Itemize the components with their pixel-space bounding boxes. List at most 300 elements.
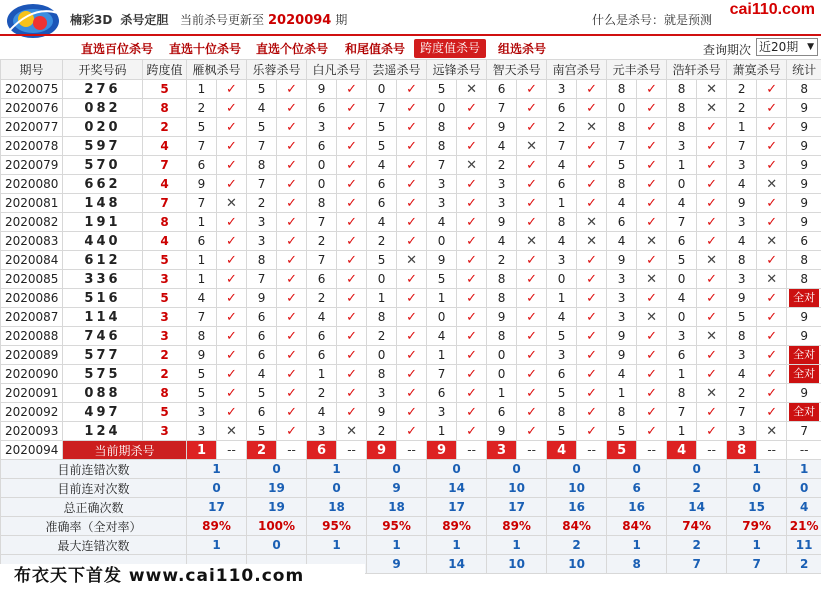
kill-pick-cell: 4 <box>247 99 277 118</box>
kill-pick-cell: 7 <box>727 137 757 156</box>
kill-pick-cell: 3 <box>187 422 217 441</box>
check-icon: ✓ <box>397 384 427 403</box>
check-icon: ✓ <box>457 118 487 137</box>
span-value-cell: 8 <box>143 384 187 403</box>
summary-value: 1 <box>487 536 547 555</box>
kill-pick-cell: 1 <box>667 422 697 441</box>
kill-pick-cell: 8 <box>427 137 457 156</box>
draw-number-cell: 336 <box>63 270 143 289</box>
site-url[interactable]: cai110.com <box>727 1 818 19</box>
check-icon: ✓ <box>457 365 487 384</box>
kill-pick-cell: 5 <box>367 118 397 137</box>
summary-value: 17 <box>187 498 247 517</box>
summary-value: 10 <box>487 555 547 574</box>
kill-pick-cell: 3 <box>547 80 577 99</box>
draw-number-cell: 575 <box>63 365 143 384</box>
check-icon: ✓ <box>277 384 307 403</box>
kill-pick-cell: 0 <box>547 270 577 289</box>
period-cell: 2020087 <box>1 308 63 327</box>
kill-pick-cell: 6 <box>247 403 277 422</box>
period-cell: 2020093 <box>1 422 63 441</box>
summary-value: 14 <box>667 498 727 517</box>
span-value-cell: 4 <box>143 175 187 194</box>
table-row <box>1 232 821 251</box>
draw-number-cell: 662 <box>63 175 143 194</box>
check-icon: ✓ <box>277 270 307 289</box>
check-icon: ✓ <box>337 156 367 175</box>
check-icon: ✓ <box>577 99 607 118</box>
header <box>0 0 821 36</box>
summary-value: 17 <box>427 498 487 517</box>
summary-value: 18 <box>367 498 427 517</box>
summary-value: 1 <box>187 460 247 479</box>
check-icon: ✓ <box>757 137 787 156</box>
all-correct-badge: 全对 <box>789 289 819 307</box>
kill-pick-cell: 7 <box>427 156 457 175</box>
check-icon: ✓ <box>637 403 667 422</box>
kill-pick-cell: 6 <box>547 365 577 384</box>
check-icon: ✓ <box>337 403 367 422</box>
span-value-cell: 5 <box>143 403 187 422</box>
kill-pick-cell: 1 <box>547 289 577 308</box>
kill-pick-cell: 0 <box>607 99 637 118</box>
check-icon: ✓ <box>217 156 247 175</box>
check-icon: ✓ <box>457 422 487 441</box>
kill-pick-cell: 8 <box>667 118 697 137</box>
check-icon: ✓ <box>697 194 727 213</box>
summary-value: 0 <box>247 536 307 555</box>
check-icon: ✓ <box>637 422 667 441</box>
period-cell: 2020085 <box>1 270 63 289</box>
column-header: 开奖号码 <box>63 60 143 80</box>
kill-pick-cell: 6 <box>187 232 217 251</box>
check-icon: ✓ <box>517 156 547 175</box>
kill-pick-cell: 0 <box>667 270 697 289</box>
kill-pick-cell: 8 <box>607 403 637 422</box>
period-cell: 2020083 <box>1 232 63 251</box>
summary-value: 10 <box>487 479 547 498</box>
kill-pick-cell: 7 <box>247 137 277 156</box>
kill-pick-cell: 6 <box>247 308 277 327</box>
kill-pick-cell: 6 <box>667 232 697 251</box>
current-kill-number: 3 <box>487 441 517 460</box>
tab-span-kill[interactable]: 跨度值杀号 <box>414 39 486 58</box>
check-icon: ✓ <box>517 346 547 365</box>
check-icon: ✓ <box>637 365 667 384</box>
period-cell: 2020078 <box>1 137 63 156</box>
span-value-cell: 4 <box>143 232 187 251</box>
kill-pick-cell: 6 <box>307 270 337 289</box>
check-icon: ✓ <box>277 308 307 327</box>
check-icon: ✓ <box>577 194 607 213</box>
current-kill-dash: -- <box>397 441 427 460</box>
check-icon: ✓ <box>277 194 307 213</box>
kill-pick-cell: 4 <box>667 289 697 308</box>
check-icon: ✓ <box>637 118 667 137</box>
kill-pick-cell: 8 <box>487 289 517 308</box>
check-icon: ✓ <box>217 118 247 137</box>
summary-value: 7 <box>667 555 727 574</box>
check-icon: ✓ <box>757 156 787 175</box>
current-kill-number: 9 <box>427 441 457 460</box>
check-icon: ✓ <box>697 289 727 308</box>
check-icon: ✓ <box>517 289 547 308</box>
table-row <box>1 403 821 422</box>
summary-stat: 4 <box>787 498 821 517</box>
check-icon: ✓ <box>517 251 547 270</box>
check-icon: ✓ <box>757 118 787 137</box>
query-period-select[interactable] <box>756 38 818 56</box>
check-icon: ✓ <box>577 137 607 156</box>
check-icon: ✓ <box>337 365 367 384</box>
stat-cell: 8 <box>787 80 821 99</box>
kill-pick-cell: 3 <box>727 346 757 365</box>
draw-number-cell: 746 <box>63 327 143 346</box>
summary-value: 0 <box>427 460 487 479</box>
kill-pick-cell: 3 <box>247 213 277 232</box>
kill-pick-cell: 8 <box>667 80 697 99</box>
summary-value: 79% <box>727 517 787 536</box>
check-icon: ✓ <box>397 346 427 365</box>
check-icon: ✓ <box>577 251 607 270</box>
current-kill-dash: -- <box>697 441 727 460</box>
summary-value: 2 <box>547 536 607 555</box>
period-cell: 2020089 <box>1 346 63 365</box>
check-icon: ✓ <box>697 156 727 175</box>
kill-pick-cell: 6 <box>547 99 577 118</box>
summary-value: 95% <box>367 517 427 536</box>
kill-pick-cell: 7 <box>607 137 637 156</box>
summary-value: 10 <box>547 479 607 498</box>
current-kill-dash: -- <box>457 441 487 460</box>
check-icon: ✓ <box>577 384 607 403</box>
kill-pick-cell: 6 <box>487 80 517 99</box>
check-icon: ✓ <box>337 289 367 308</box>
cross-icon: ✕ <box>637 270 667 289</box>
kill-pick-cell: 3 <box>367 384 397 403</box>
cross-icon: ✕ <box>697 327 727 346</box>
check-icon: ✓ <box>577 422 607 441</box>
check-icon: ✓ <box>337 99 367 118</box>
kill-pick-cell: 5 <box>547 384 577 403</box>
check-icon: ✓ <box>697 232 727 251</box>
check-icon: ✓ <box>637 137 667 156</box>
kill-pick-cell: 1 <box>667 365 697 384</box>
cross-icon: ✕ <box>757 232 787 251</box>
check-icon: ✓ <box>337 213 367 232</box>
check-icon: ✓ <box>457 194 487 213</box>
check-icon: ✓ <box>277 346 307 365</box>
stat-cell: 6 <box>787 232 821 251</box>
tab-hundreds-kill[interactable]: 直选百位杀号 <box>81 42 154 56</box>
check-icon: ✓ <box>637 175 667 194</box>
span-value-cell: 3 <box>143 308 187 327</box>
draw-number-cell: 570 <box>63 156 143 175</box>
kill-pick-cell: 5 <box>247 384 277 403</box>
kill-pick-cell: 5 <box>427 270 457 289</box>
period-cell: 2020077 <box>1 118 63 137</box>
check-icon: ✓ <box>517 213 547 232</box>
kill-pick-cell: 4 <box>307 403 337 422</box>
check-icon: ✓ <box>217 346 247 365</box>
kill-pick-cell: 8 <box>487 270 517 289</box>
check-icon: ✓ <box>277 403 307 422</box>
table-row <box>1 175 821 194</box>
column-header: 远锋杀号 <box>427 60 487 80</box>
kill-pick-cell: 4 <box>187 289 217 308</box>
kill-pick-cell: 9 <box>187 346 217 365</box>
check-icon: ✓ <box>577 403 607 422</box>
kill-pick-cell: 7 <box>187 308 217 327</box>
kill-pick-cell: 0 <box>427 99 457 118</box>
table-row <box>1 270 821 289</box>
column-header: 统计 <box>787 60 821 80</box>
check-icon: ✓ <box>577 289 607 308</box>
check-icon: ✓ <box>397 289 427 308</box>
check-icon: ✓ <box>457 289 487 308</box>
check-icon: ✓ <box>217 403 247 422</box>
check-icon: ✓ <box>697 118 727 137</box>
cross-icon: ✕ <box>697 99 727 118</box>
check-icon: ✓ <box>397 422 427 441</box>
kill-pick-cell: 1 <box>547 194 577 213</box>
kill-pick-cell: 8 <box>547 403 577 422</box>
kill-pick-cell: 8 <box>607 118 637 137</box>
summary-value: 8 <box>607 555 667 574</box>
check-icon: ✓ <box>337 270 367 289</box>
kill-pick-cell: 7 <box>187 194 217 213</box>
check-icon: ✓ <box>277 99 307 118</box>
cross-icon: ✕ <box>577 232 607 251</box>
stat-cell: 8 <box>787 251 821 270</box>
kill-pick-cell: 7 <box>307 251 337 270</box>
kill-pick-cell: 0 <box>487 346 517 365</box>
kill-pick-cell: 9 <box>487 118 517 137</box>
summary-value: 14 <box>427 555 487 574</box>
tab-units-kill[interactable]: 直选个位杀号 <box>256 42 329 56</box>
summary-value: 1 <box>427 536 487 555</box>
summary-value: 10 <box>547 555 607 574</box>
app-title <box>70 11 168 28</box>
kill-pick-cell: 5 <box>427 80 457 99</box>
kill-pick-cell: 0 <box>427 308 457 327</box>
kill-pick-cell: 9 <box>607 251 637 270</box>
summary-value: 9 <box>367 479 427 498</box>
check-icon: ✓ <box>457 99 487 118</box>
kill-pick-cell: 3 <box>667 327 697 346</box>
kill-pick-cell: 2 <box>367 327 397 346</box>
check-icon: ✓ <box>757 346 787 365</box>
check-icon: ✓ <box>697 365 727 384</box>
cross-icon: ✕ <box>637 232 667 251</box>
query-label: 查询期次 <box>703 43 752 57</box>
column-header: 跨度值 <box>143 60 187 80</box>
tab-group-kill[interactable]: 组选杀号 <box>498 42 547 56</box>
kill-pick-cell: 1 <box>187 80 217 99</box>
kill-pick-cell: 6 <box>247 327 277 346</box>
check-icon: ✓ <box>337 327 367 346</box>
stat-cell <box>787 289 821 308</box>
check-icon: ✓ <box>577 80 607 99</box>
summary-value: 19 <box>247 498 307 517</box>
span-value-cell: 3 <box>143 270 187 289</box>
check-icon: ✓ <box>277 327 307 346</box>
kill-pick-cell: 8 <box>487 327 517 346</box>
current-kill-number: 8 <box>727 441 757 460</box>
kill-pick-cell: 7 <box>367 99 397 118</box>
kill-pick-cell: 9 <box>727 194 757 213</box>
draw-number-cell: 597 <box>63 137 143 156</box>
kill-pick-cell: 0 <box>667 308 697 327</box>
kill-pick-cell: 4 <box>727 365 757 384</box>
check-icon: ✓ <box>277 137 307 156</box>
kill-pick-cell: 4 <box>427 213 457 232</box>
kill-pick-cell: 3 <box>727 156 757 175</box>
check-icon: ✓ <box>637 346 667 365</box>
kill-pick-cell: 8 <box>607 175 637 194</box>
check-icon: ✓ <box>517 308 547 327</box>
check-icon: ✓ <box>277 365 307 384</box>
kill-pick-cell: 2 <box>727 99 757 118</box>
check-icon: ✓ <box>517 384 547 403</box>
span-value-cell: 3 <box>143 422 187 441</box>
cross-icon: ✕ <box>697 80 727 99</box>
check-icon: ✓ <box>757 384 787 403</box>
kill-pick-cell: 1 <box>487 384 517 403</box>
current-kill-number: 2 <box>247 441 277 460</box>
kill-pick-cell: 9 <box>247 289 277 308</box>
stat-cell: 9 <box>787 213 821 232</box>
kill-pick-cell: 1 <box>427 346 457 365</box>
kill-pick-cell: 7 <box>307 213 337 232</box>
period-cell: 2020081 <box>1 194 63 213</box>
kill-pick-cell: 8 <box>667 384 697 403</box>
period-cell: 2020076 <box>1 99 63 118</box>
summary-value: 84% <box>607 517 667 536</box>
span-value-cell: 5 <box>143 251 187 270</box>
period-suffix: 期 <box>335 13 348 27</box>
current-kill-number: 6 <box>307 441 337 460</box>
kill-pick-cell: 7 <box>247 175 277 194</box>
summary-stat: 0 <box>787 479 821 498</box>
summary-label: 目前连对次数 <box>1 479 187 498</box>
kill-pick-cell: 0 <box>487 365 517 384</box>
kill-pick-cell: 0 <box>667 175 697 194</box>
kill-pick-cell: 8 <box>187 327 217 346</box>
check-icon: ✓ <box>517 175 547 194</box>
stat-cell: 8 <box>787 270 821 289</box>
summary-value: 1 <box>727 536 787 555</box>
check-icon: ✓ <box>697 137 727 156</box>
kill-pick-cell: 2 <box>307 289 337 308</box>
footer-ad: 布衣天下首发 www.cai110.com <box>0 564 365 589</box>
check-icon: ✓ <box>757 403 787 422</box>
kill-pick-cell: 4 <box>607 194 637 213</box>
summary-value: 1 <box>307 460 367 479</box>
check-icon: ✓ <box>457 270 487 289</box>
kill-pick-cell: 6 <box>547 175 577 194</box>
summary-value: 15 <box>727 498 787 517</box>
kill-pick-cell: 1 <box>607 384 637 403</box>
table-row <box>1 99 821 118</box>
summary-value: 19 <box>247 479 307 498</box>
check-icon: ✓ <box>457 308 487 327</box>
page-name: 杀号定胆 <box>120 13 169 27</box>
kill-pick-cell: 6 <box>307 327 337 346</box>
kill-pick-cell: 9 <box>427 251 457 270</box>
kill-pick-cell: 6 <box>307 137 337 156</box>
help-link[interactable]: 什么是杀号：就是预测 <box>592 13 713 27</box>
period-cell: 2020082 <box>1 213 63 232</box>
kill-pick-cell: 6 <box>187 156 217 175</box>
column-header: 南宫杀号 <box>547 60 607 80</box>
kill-pick-cell: 3 <box>247 232 277 251</box>
kill-pick-cell: 5 <box>187 384 217 403</box>
kill-pick-cell: 3 <box>487 194 517 213</box>
kill-pick-cell: 0 <box>367 80 397 99</box>
check-icon: ✓ <box>397 156 427 175</box>
kill-pick-cell: 0 <box>307 156 337 175</box>
check-icon: ✓ <box>517 194 547 213</box>
check-icon: ✓ <box>457 384 487 403</box>
span-value-cell: 2 <box>143 118 187 137</box>
column-header: 乐蓉杀号 <box>247 60 307 80</box>
tab-sum-tail-kill[interactable]: 和尾值杀号 <box>345 42 406 56</box>
span-value-cell: 8 <box>143 213 187 232</box>
kill-pick-cell: 3 <box>187 403 217 422</box>
kill-pick-cell: 3 <box>607 308 637 327</box>
kill-pick-cell: 3 <box>547 346 577 365</box>
tab-tens-kill[interactable]: 直选十位杀号 <box>169 42 242 56</box>
check-icon: ✓ <box>277 232 307 251</box>
period-cell: 2020090 <box>1 365 63 384</box>
table-row <box>1 156 821 175</box>
kill-pick-cell: 8 <box>247 156 277 175</box>
current-kill-dash: -- <box>517 441 547 460</box>
kill-pick-cell: 1 <box>187 213 217 232</box>
summary-value: 100% <box>247 517 307 536</box>
check-icon: ✓ <box>397 80 427 99</box>
stat-cell: 9 <box>787 118 821 137</box>
check-icon: ✓ <box>277 422 307 441</box>
summary-label: 总正确次数 <box>1 498 187 517</box>
check-icon: ✓ <box>517 327 547 346</box>
kill-pick-cell: 2 <box>367 232 397 251</box>
kill-pick-cell: 5 <box>667 251 697 270</box>
period-number: 2020094 <box>268 13 332 28</box>
check-icon: ✓ <box>637 156 667 175</box>
check-icon: ✓ <box>457 327 487 346</box>
kill-pick-cell: 5 <box>247 80 277 99</box>
check-icon: ✓ <box>397 175 427 194</box>
span-value-cell: 2 <box>143 346 187 365</box>
kill-pick-cell: 9 <box>367 403 397 422</box>
cross-icon: ✕ <box>757 422 787 441</box>
summary-value: 89% <box>487 517 547 536</box>
check-icon: ✓ <box>637 213 667 232</box>
kill-pick-cell: 4 <box>607 365 637 384</box>
check-icon: ✓ <box>757 213 787 232</box>
current-kill-dash: -- <box>217 441 247 460</box>
summary-value: 1 <box>607 536 667 555</box>
kill-pick-cell: 7 <box>247 270 277 289</box>
kill-pick-cell: 8 <box>307 194 337 213</box>
check-icon: ✓ <box>397 270 427 289</box>
kill-pick-cell: 4 <box>607 232 637 251</box>
check-icon: ✓ <box>577 308 607 327</box>
cross-icon: ✕ <box>217 422 247 441</box>
current-kill-number: 9 <box>367 441 397 460</box>
